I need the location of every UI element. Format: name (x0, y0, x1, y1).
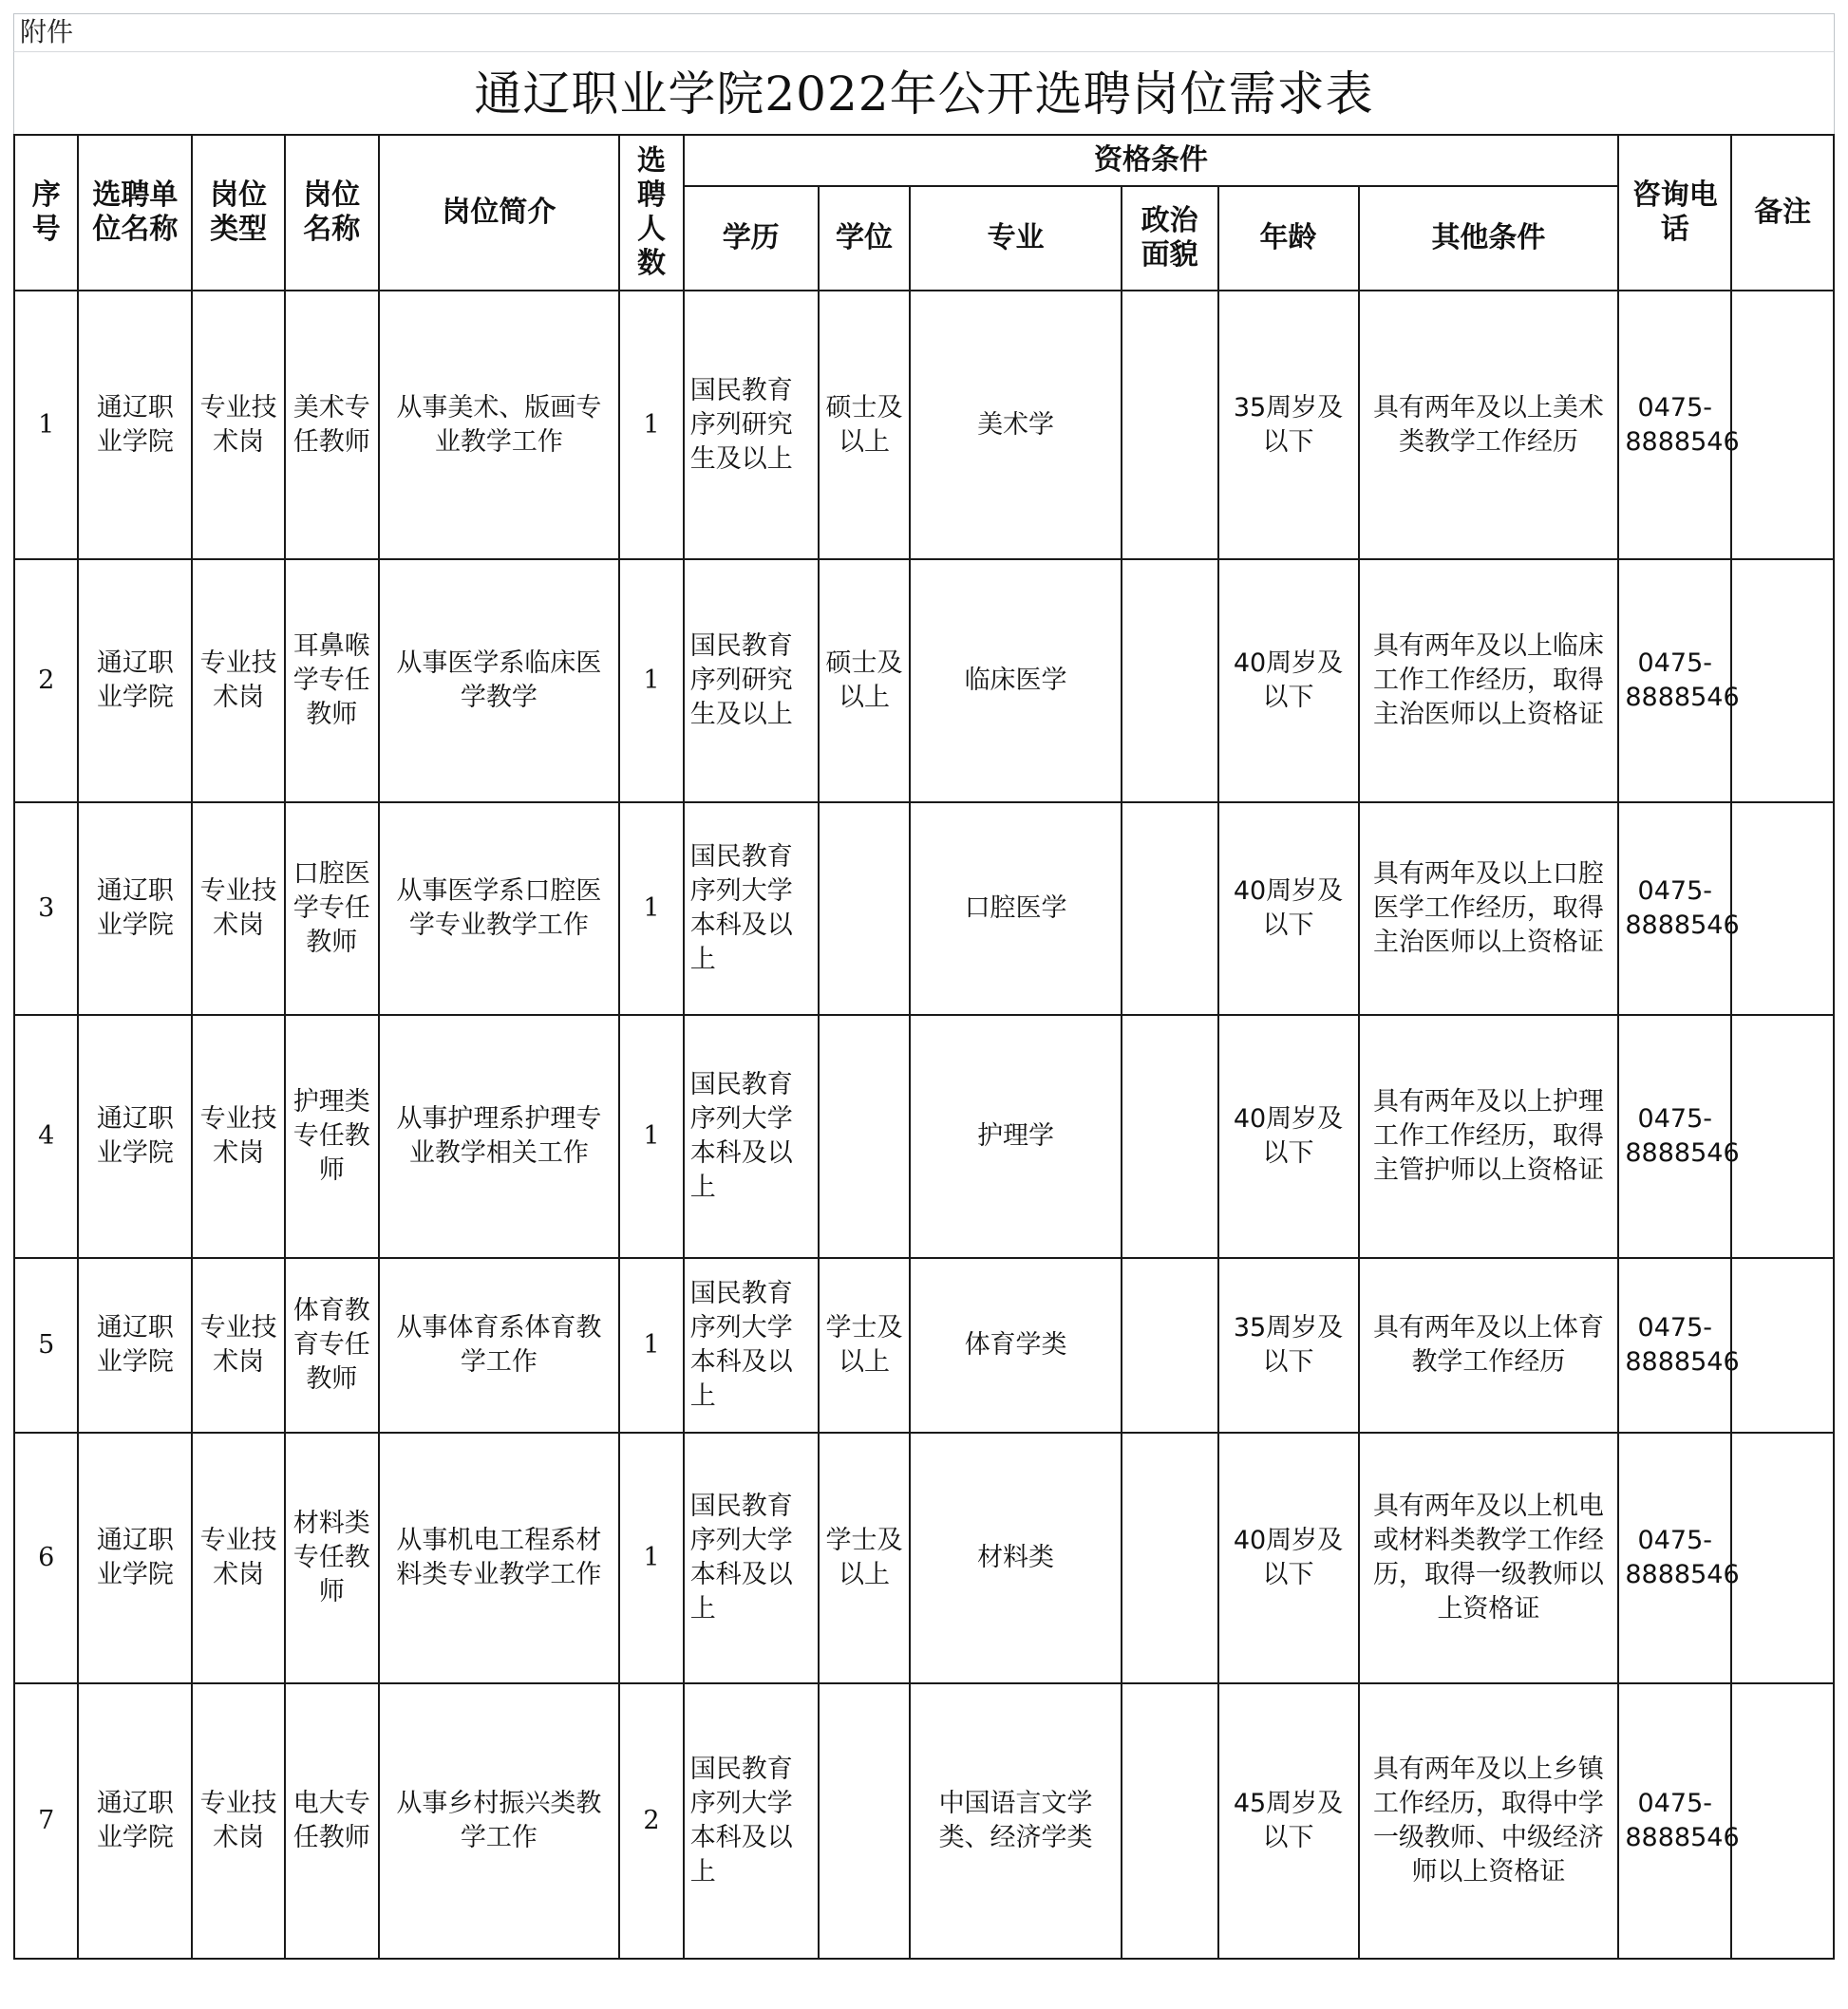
cell-age: 40周岁及以下 (1218, 1433, 1359, 1683)
cell-major: 口腔医学 (910, 802, 1122, 1015)
cell-major: 美术学 (910, 291, 1122, 559)
cell-seq: 6 (14, 1433, 78, 1683)
page-title: 通辽职业学院2022年公开选聘岗位需求表 (13, 51, 1835, 135)
cell-degree: 硕士及以上 (819, 559, 911, 802)
cell-phone: 0475-8888546 (1618, 1683, 1731, 1959)
header-degree: 学位 (819, 186, 911, 291)
cell-post-name: 电大专任教师 (285, 1683, 379, 1959)
cell-remark (1731, 802, 1834, 1015)
cell-seq: 4 (14, 1015, 78, 1258)
header-count: 选聘人数 (619, 135, 683, 291)
cell-post-name: 美术专任教师 (285, 291, 379, 559)
cell-unit: 通辽职业学院 (78, 1015, 192, 1258)
cell-post-type: 专业技术岗 (192, 1258, 285, 1433)
cell-major: 中国语言文学类、经济学类 (910, 1683, 1122, 1959)
cell-age: 40周岁及以下 (1218, 802, 1359, 1015)
recruitment-table (13, 134, 1835, 1960)
cell-post-type: 专业技术岗 (192, 291, 285, 559)
table-row (14, 1015, 1834, 1258)
cell-count: 1 (619, 1433, 683, 1683)
cell-count: 1 (619, 1015, 683, 1258)
cell-post-name: 耳鼻喉学专任教师 (285, 559, 379, 802)
table-row (14, 1258, 1834, 1433)
cell-post-type: 专业技术岗 (192, 1433, 285, 1683)
header-seq: 序号 (14, 135, 78, 291)
cell-degree (819, 802, 911, 1015)
cell-count: 1 (619, 802, 683, 1015)
cell-unit: 通辽职业学院 (78, 802, 192, 1015)
cell-other: 具有两年及以上乡镇工作经历，取得中学一级教师、中级经济师以上资格证 (1359, 1683, 1619, 1959)
cell-intro: 从事体育系体育教学工作 (379, 1258, 620, 1433)
table-row (14, 1683, 1834, 1959)
cell-unit: 通辽职业学院 (78, 1683, 192, 1959)
cell-political (1122, 1015, 1218, 1258)
header-post-type: 岗位类型 (192, 135, 285, 291)
cell-political (1122, 291, 1218, 559)
cell-remark (1731, 559, 1834, 802)
cell-other: 具有两年及以上机电或材料类教学工作经历，取得一级教师以上资格证 (1359, 1433, 1619, 1683)
cell-education: 国民教育序列大学本科及以上 (684, 1433, 819, 1683)
cell-political (1122, 559, 1218, 802)
cell-phone: 0475-8888546 (1618, 1015, 1731, 1258)
cell-seq: 2 (14, 559, 78, 802)
cell-remark (1731, 1433, 1834, 1683)
cell-education: 国民教育序列大学本科及以上 (684, 1015, 819, 1258)
table-row (14, 559, 1834, 802)
cell-political (1122, 802, 1218, 1015)
cell-phone: 0475-8888546 (1618, 802, 1731, 1015)
cell-count: 1 (619, 1258, 683, 1433)
header-unit: 选聘单位名称 (78, 135, 192, 291)
header-remark: 备注 (1731, 135, 1834, 291)
cell-education: 国民教育序列研究生及以上 (684, 291, 819, 559)
cell-other: 具有两年及以上护理工作工作经历，取得主管护师以上资格证 (1359, 1015, 1619, 1258)
cell-age: 35周岁及以下 (1218, 1258, 1359, 1433)
spreadsheet-sheet (13, 13, 1835, 1960)
cell-unit: 通辽职业学院 (78, 1433, 192, 1683)
cell-age: 35周岁及以下 (1218, 291, 1359, 559)
header-education: 学历 (684, 186, 819, 291)
cell-seq: 7 (14, 1683, 78, 1959)
cell-phone: 0475-8888546 (1618, 291, 1731, 559)
cell-political (1122, 1683, 1218, 1959)
cell-intro: 从事乡村振兴类教学工作 (379, 1683, 620, 1959)
cell-major: 护理学 (910, 1015, 1122, 1258)
cell-education: 国民教育序列大学本科及以上 (684, 1683, 819, 1959)
cell-degree: 硕士及以上 (819, 291, 911, 559)
cell-intro: 从事医学系临床医学教学 (379, 559, 620, 802)
cell-other: 具有两年及以上美术类教学工作经历 (1359, 291, 1619, 559)
cell-degree: 学士及以上 (819, 1433, 911, 1683)
cell-degree (819, 1015, 911, 1258)
header-political: 政治面貌 (1122, 186, 1218, 291)
cell-other: 具有两年及以上临床工作工作经历，取得主治医师以上资格证 (1359, 559, 1619, 802)
cell-unit: 通辽职业学院 (78, 291, 192, 559)
cell-post-type: 专业技术岗 (192, 559, 285, 802)
cell-major: 材料类 (910, 1433, 1122, 1683)
cell-count: 1 (619, 291, 683, 559)
header-post-name: 岗位名称 (285, 135, 379, 291)
cell-post-name: 材料类专任教师 (285, 1433, 379, 1683)
header-phone: 咨询电话 (1618, 135, 1731, 291)
header-age: 年龄 (1218, 186, 1359, 291)
cell-other: 具有两年及以上体育教学工作经历 (1359, 1258, 1619, 1433)
cell-major: 体育学类 (910, 1258, 1122, 1433)
cell-post-name: 体育教育专任教师 (285, 1258, 379, 1433)
cell-degree: 学士及以上 (819, 1258, 911, 1433)
cell-major: 临床医学 (910, 559, 1122, 802)
cell-intro: 从事机电工程系材料类专业教学工作 (379, 1433, 620, 1683)
cell-education: 国民教育序列大学本科及以上 (684, 1258, 819, 1433)
cell-other: 具有两年及以上口腔医学工作经历，取得主治医师以上资格证 (1359, 802, 1619, 1015)
cell-age: 45周岁及以下 (1218, 1683, 1359, 1959)
attachment-label: 附件 (13, 13, 1835, 51)
cell-count: 2 (619, 1683, 683, 1959)
cell-seq: 5 (14, 1258, 78, 1433)
cell-remark (1731, 291, 1834, 559)
cell-degree (819, 1683, 911, 1959)
cell-remark (1731, 1683, 1834, 1959)
cell-post-type: 专业技术岗 (192, 802, 285, 1015)
cell-seq: 3 (14, 802, 78, 1015)
cell-seq: 1 (14, 291, 78, 559)
cell-unit: 通辽职业学院 (78, 559, 192, 802)
cell-post-type: 专业技术岗 (192, 1015, 285, 1258)
cell-age: 40周岁及以下 (1218, 1015, 1359, 1258)
cell-phone: 0475-8888546 (1618, 559, 1731, 802)
cell-post-name: 护理类专任教师 (285, 1015, 379, 1258)
table-row (14, 291, 1834, 559)
cell-education: 国民教育序列大学本科及以上 (684, 802, 819, 1015)
cell-unit: 通辽职业学院 (78, 1258, 192, 1433)
cell-post-name: 口腔医学专任教师 (285, 802, 379, 1015)
cell-intro: 从事医学系口腔医学专业教学工作 (379, 802, 620, 1015)
cell-post-type: 专业技术岗 (192, 1683, 285, 1959)
cell-count: 1 (619, 559, 683, 802)
header-major: 专业 (910, 186, 1122, 291)
cell-remark (1731, 1258, 1834, 1433)
cell-remark (1731, 1015, 1834, 1258)
cell-education: 国民教育序列研究生及以上 (684, 559, 819, 802)
table-row (14, 1433, 1834, 1683)
header-intro: 岗位简介 (379, 135, 620, 291)
header-other: 其他条件 (1359, 186, 1619, 291)
header-qualifications: 资格条件 (684, 135, 1619, 186)
cell-age: 40周岁及以下 (1218, 559, 1359, 802)
cell-intro: 从事美术、版画专业教学工作 (379, 291, 620, 559)
table-row (14, 802, 1834, 1015)
cell-political (1122, 1258, 1218, 1433)
cell-political (1122, 1433, 1218, 1683)
cell-intro: 从事护理系护理专业教学相关工作 (379, 1015, 620, 1258)
cell-phone: 0475-8888546 (1618, 1433, 1731, 1683)
table-body (14, 291, 1834, 1959)
cell-phone: 0475-8888546 (1618, 1258, 1731, 1433)
